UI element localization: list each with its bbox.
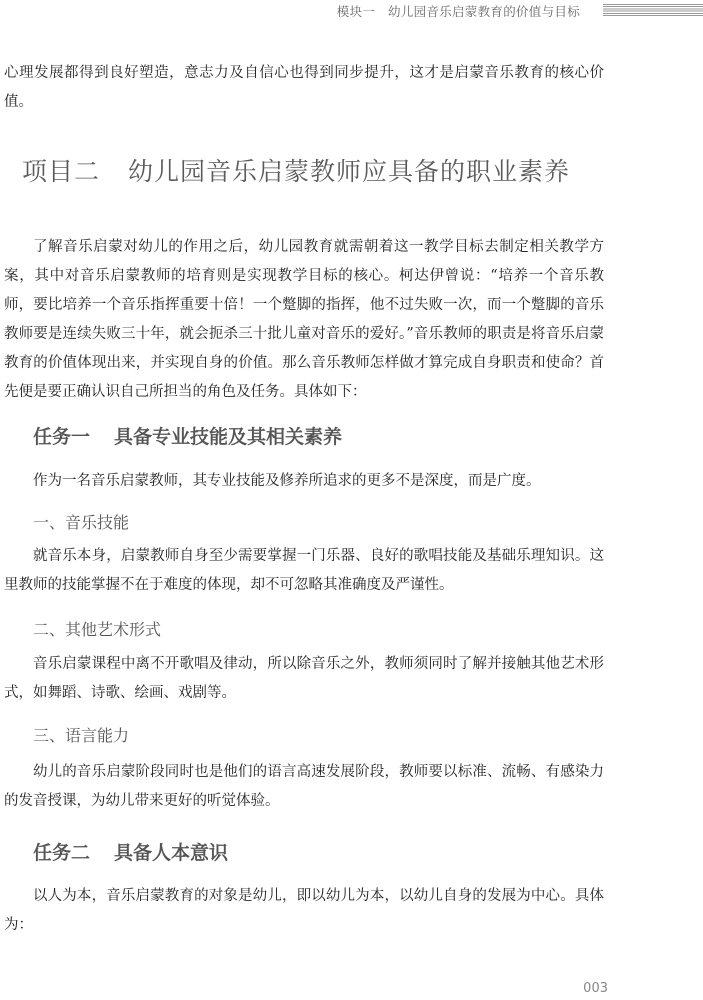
page-number: 003 [583, 981, 608, 996]
task1-heading [33, 422, 342, 449]
section2-paragraph: 音乐启蒙课程中离不开歌唱及律动，所以除音乐之外，教师须同时了解并接触其他艺术形式，如舞蹈、诗歌、绘画、戏剧等。 [4, 656, 604, 701]
task2-number: 任务二 [33, 842, 91, 864]
task2-heading [33, 838, 228, 865]
header-decorative-lines [603, 4, 703, 16]
running-header [0, 0, 703, 22]
continuation-paragraph: 心理发展都得到良好塑造，意志力及自信心也得到同步提升，这才是启蒙音乐教育的核心价值。 [4, 65, 604, 110]
intro-paragraph: 了解音乐启蒙对幼儿的作用之后，幼儿园教育就需朝着这一教学目标去制定相关教学方案，其中对音乐启蒙教师的培育则是实现教学目标的核心。柯达伊曾说：“培养一个音乐教师，要比培养一个音乐指挥重要十倍！一个蹩脚的指挥，他不过失败一次，而一个蹩脚的音乐教师要是连续失败三十年，就会扼杀三十批儿童对音乐的爱好。”音乐教师的职责是将音乐启蒙教育的价值体现出来，并实现自身的价值。那么音乐教师怎样做才算完成自身职责和使命？首先便是要正确认识自己所担当的角色及任务。具体如下： [4, 239, 604, 400]
section3-heading: 三、语言能力 [33, 726, 130, 745]
section1-heading: 一、音乐技能 [33, 513, 130, 532]
task1-title: 具备专业技能及其相关素养 [114, 426, 343, 448]
section1-paragraph: 就音乐本身，启蒙教师自身至少需要掌握一门乐器、良好的歌唱技能及基础乐理知识。这里教师的技能掌握不在于难度的体现，却不可忽略其准确度及严谨性。 [4, 548, 604, 593]
section2-heading: 二、其他艺术形式 [33, 620, 162, 639]
project-title [22, 152, 570, 188]
project-title-text: 幼儿园音乐启蒙教师应具备的职业素养 [128, 157, 571, 186]
task2-intro-paragraph: 以人为本，音乐启蒙教育的对象是幼儿，即以幼儿为本，以幼儿自身的发展为中心。具体为： [4, 888, 604, 933]
project-title-number: 项目二 [22, 157, 101, 186]
section3-paragraph: 幼儿的音乐启蒙阶段同时也是他们的语言高速发展阶段，教师要以标准、流畅、有感染力的发音授课，为幼儿带来更好的听觉体验。 [4, 764, 604, 809]
task1-intro-paragraph: 作为一名音乐启蒙教师，其专业技能及修养所追求的更多不是深度，而是广度。 [33, 473, 541, 489]
task2-title: 具备人本意识 [114, 842, 229, 864]
running-header-title: 模块一 幼儿园音乐启蒙教育的价值与目标 [336, 4, 580, 19]
task1-number: 任务一 [33, 426, 91, 448]
